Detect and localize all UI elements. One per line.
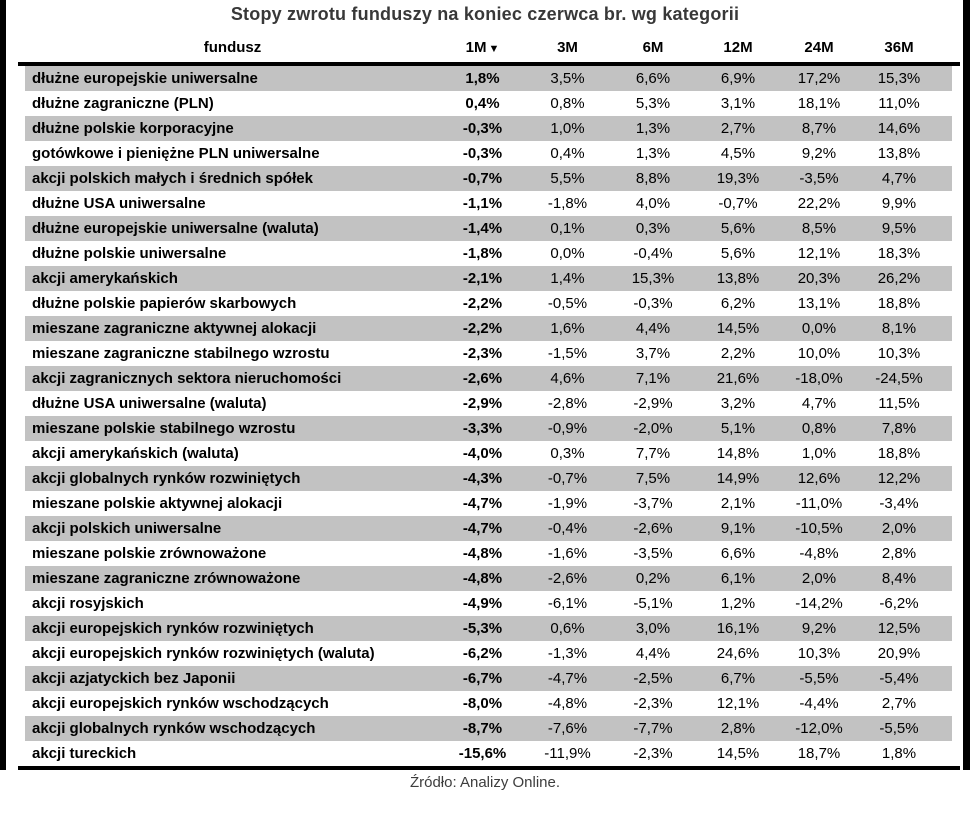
return-value: 20,3% <box>797 270 841 287</box>
return-value: -3,5% <box>633 545 673 562</box>
column-header-1m[interactable] <box>440 39 525 56</box>
return-value: -1,5% <box>547 345 588 362</box>
return-value: -7,7% <box>633 720 673 737</box>
return-value: -1,1% <box>462 195 503 212</box>
return-value: 10,0% <box>797 345 841 362</box>
table-row <box>25 466 952 491</box>
return-value: 8,5% <box>801 220 837 237</box>
return-value: 4,7% <box>881 170 917 187</box>
return-value: -2,3% <box>462 345 503 362</box>
return-value: -3,4% <box>879 495 919 512</box>
table-row <box>25 66 952 91</box>
return-value: 3,5% <box>550 70 585 87</box>
fund-category-name: akcji tureckich <box>32 745 137 762</box>
return-value: 5,3% <box>635 95 671 112</box>
page-title: Stopy zwrotu funduszy na koniec czerwca br. wg kategorii <box>230 4 740 24</box>
return-value: 0,8% <box>550 95 585 112</box>
return-value: 3,2% <box>720 395 756 412</box>
table-row <box>25 91 952 116</box>
column-header-fundusz[interactable] <box>25 39 440 56</box>
return-value: 5,1% <box>720 420 756 437</box>
return-value: -4,7% <box>547 670 588 687</box>
table-row <box>25 541 952 566</box>
return-value: 6,2% <box>720 295 756 312</box>
return-value: 1,6% <box>550 320 585 337</box>
return-value: -2,3% <box>633 745 673 762</box>
return-value: 2,8% <box>720 720 756 737</box>
return-value: 0,6% <box>550 620 585 637</box>
table-body <box>18 66 960 766</box>
table-row <box>25 441 952 466</box>
return-value: -1,8% <box>547 195 588 212</box>
return-value: 3,1% <box>720 95 756 112</box>
fund-category-name: akcji globalnych rynków wschodzących <box>32 720 316 737</box>
return-value: -2,6% <box>633 520 673 537</box>
return-value: -2,9% <box>462 395 503 412</box>
return-value: 26,2% <box>877 270 921 287</box>
return-value: -2,2% <box>462 320 503 337</box>
return-value: 2,7% <box>720 120 756 137</box>
return-value: 4,7% <box>801 395 837 412</box>
column-header-label: 1M <box>465 38 487 56</box>
return-value: -8,7% <box>462 720 503 737</box>
table-row <box>25 666 952 691</box>
return-value: -14,2% <box>795 595 843 612</box>
return-value: 4,5% <box>720 145 756 162</box>
return-value: 1,3% <box>635 145 671 162</box>
return-value: -4,8% <box>462 545 503 562</box>
fund-category-name: akcji europejskich rynków rozwiniętych <box>32 620 314 637</box>
return-value: 13,8% <box>716 270 760 287</box>
fund-category-name: mieszane zagraniczne aktywnej alokacji <box>32 320 317 337</box>
return-value: 1,0% <box>801 445 837 462</box>
return-value: 1,0% <box>550 120 585 137</box>
table-row <box>25 266 952 291</box>
return-value: 13,1% <box>797 295 841 312</box>
return-value: 1,8% <box>881 745 917 762</box>
table-row <box>25 366 952 391</box>
return-value: 14,6% <box>877 120 921 137</box>
fund-category-name: mieszane zagraniczne zrównoważone <box>32 570 301 587</box>
return-value: 2,8% <box>881 545 917 562</box>
table-row <box>25 591 952 616</box>
table-row <box>25 166 952 191</box>
return-value: -6,1% <box>547 595 588 612</box>
table-row <box>25 516 952 541</box>
return-value: 18,1% <box>797 95 841 112</box>
return-value: -11,0% <box>795 495 843 512</box>
table-row <box>25 216 952 241</box>
return-value: 8,8% <box>635 170 671 187</box>
return-value: 8,7% <box>801 120 837 137</box>
return-value: 0,8% <box>801 420 837 437</box>
right-frame-border <box>963 0 970 770</box>
return-value: 10,3% <box>797 645 841 662</box>
table-row <box>25 241 952 266</box>
sort-descending-icon: ▼ <box>488 42 500 55</box>
return-value: 12,1% <box>797 245 841 262</box>
table-row <box>25 116 952 141</box>
return-value: -3,5% <box>799 170 839 187</box>
return-value: 20,9% <box>877 645 921 662</box>
fund-category-name: akcji azjatyckich bez Japonii <box>32 670 236 687</box>
return-value: 9,2% <box>801 145 837 162</box>
table-row <box>25 616 952 641</box>
return-value: 18,3% <box>877 245 921 262</box>
return-value: 6,1% <box>720 570 756 587</box>
table-row <box>25 641 952 666</box>
return-value: -1,4% <box>462 220 503 237</box>
return-value: -4,7% <box>462 495 503 512</box>
return-value: 1,3% <box>635 120 671 137</box>
return-value: -4,8% <box>462 570 503 587</box>
return-value: 7,7% <box>635 445 671 462</box>
return-value: 6,6% <box>720 545 756 562</box>
fund-category-name: dłużne europejskie uniwersalne (waluta) <box>32 220 319 237</box>
return-value: 8,1% <box>881 320 917 337</box>
return-value: 0,4% <box>465 95 500 112</box>
return-value: 21,6% <box>716 370 760 387</box>
return-value: 0,0% <box>550 245 585 262</box>
column-header-3m[interactable]: 3M <box>557 38 578 56</box>
return-value: 18,7% <box>797 745 841 762</box>
return-value: -12,0% <box>795 720 843 737</box>
fund-category-name: akcji globalnych rynków rozwiniętych <box>32 470 301 487</box>
return-value: -0,9% <box>547 420 588 437</box>
table-row <box>25 691 952 716</box>
fund-category-name: akcji amerykańskich <box>32 270 178 287</box>
column-header-label: fundusz <box>203 38 262 56</box>
return-value: 4,4% <box>635 645 671 662</box>
table-row <box>25 491 952 516</box>
column-header-12m[interactable]: 12M <box>723 38 753 56</box>
return-value: -0,3% <box>462 145 503 162</box>
return-value: 12,6% <box>797 470 841 487</box>
return-value: -4,0% <box>462 445 503 462</box>
table-row <box>25 316 952 341</box>
return-value: 9,9% <box>881 195 917 212</box>
return-value: -6,7% <box>462 670 503 687</box>
return-value: -2,6% <box>462 370 503 387</box>
return-value: 16,1% <box>716 620 760 637</box>
fund-category-name: dłużne polskie korporacyjne <box>32 120 234 137</box>
return-value: -0,7% <box>462 170 503 187</box>
source-caption: Źródło: Analizy Online. <box>409 774 561 791</box>
return-value: 1,8% <box>465 70 500 87</box>
return-value: 5,6% <box>720 245 756 262</box>
table-row <box>25 416 952 441</box>
return-value: 24,6% <box>716 645 760 662</box>
return-value: -6,2% <box>879 595 919 612</box>
return-value: -4,9% <box>462 595 503 612</box>
return-value: -0,7% <box>718 195 758 212</box>
fund-category-name: mieszane zagraniczne stabilnego wzrostu <box>32 345 330 362</box>
return-value: 12,2% <box>877 470 921 487</box>
return-value: 0,3% <box>550 445 585 462</box>
fund-category-name: akcji rosyjskich <box>32 595 144 612</box>
return-value: 8,4% <box>881 570 917 587</box>
return-value: 4,0% <box>635 195 671 212</box>
return-value: -2,1% <box>462 270 503 287</box>
return-value: 0,1% <box>550 220 585 237</box>
return-value: 12,1% <box>716 695 760 712</box>
left-frame-border <box>0 0 6 770</box>
return-value: -4,8% <box>799 545 839 562</box>
table-row <box>25 566 952 591</box>
return-value: -0,7% <box>547 470 588 487</box>
return-value: 0,4% <box>550 145 585 162</box>
fund-category-name: dłużne europejskie uniwersalne <box>32 70 258 87</box>
return-value: 14,5% <box>716 320 760 337</box>
return-value: -8,0% <box>462 695 503 712</box>
return-value: -6,2% <box>462 645 503 662</box>
bottom-rule <box>18 766 960 770</box>
fund-category-name: mieszane polskie aktywnej alokacji <box>32 495 283 512</box>
return-value: 3,7% <box>635 345 671 362</box>
return-value: 9,5% <box>881 220 917 237</box>
return-value: 17,2% <box>797 70 841 87</box>
return-value: -0,4% <box>547 520 588 537</box>
return-value: -1,8% <box>462 245 503 262</box>
return-value: 13,8% <box>877 145 921 162</box>
return-value: 14,5% <box>716 745 760 762</box>
return-value: 11,0% <box>878 95 920 112</box>
column-header-36m[interactable]: 36M <box>884 38 914 56</box>
table-row <box>25 291 952 316</box>
return-value: 5,5% <box>550 170 585 187</box>
fund-category-name: dłużne USA uniwersalne (waluta) <box>32 395 267 412</box>
fund-category-name: akcji amerykańskich (waluta) <box>32 445 239 462</box>
return-value: 14,9% <box>716 470 760 487</box>
fund-category-name: mieszane polskie stabilnego wzrostu <box>32 420 296 437</box>
fund-category-name: akcji europejskich rynków rozwiniętych (waluta) <box>32 645 375 662</box>
return-value: -1,3% <box>547 645 588 662</box>
return-value: -4,4% <box>799 695 839 712</box>
return-value: 1,2% <box>720 595 756 612</box>
return-value: 22,2% <box>797 195 841 212</box>
return-value: 12,5% <box>877 620 921 637</box>
return-value: -2,9% <box>633 395 673 412</box>
return-value: -3,3% <box>462 420 503 437</box>
return-value: 6,6% <box>635 70 671 87</box>
return-value: -2,2% <box>462 295 503 312</box>
return-value: 19,3% <box>716 170 760 187</box>
table-row <box>25 716 952 741</box>
table-row <box>25 391 952 416</box>
return-value: -5,4% <box>879 670 919 687</box>
return-value: 4,4% <box>635 320 671 337</box>
return-value: -2,0% <box>633 420 673 437</box>
return-value: -4,8% <box>547 695 588 712</box>
return-value: -1,9% <box>547 495 588 512</box>
fund-category-name: akcji europejskich rynków wschodzących <box>32 695 329 712</box>
return-value: -2,5% <box>633 670 673 687</box>
fund-category-name: akcji polskich małych i średnich spółek <box>32 170 313 187</box>
return-value: -7,6% <box>547 720 588 737</box>
return-value: 18,8% <box>877 295 921 312</box>
return-value: 0,0% <box>801 320 837 337</box>
table-row <box>25 341 952 366</box>
return-value: -4,3% <box>462 470 503 487</box>
return-value: 10,3% <box>877 345 921 362</box>
return-value: -5,3% <box>462 620 503 637</box>
return-value: 14,8% <box>716 445 760 462</box>
return-value: 2,0% <box>801 570 837 587</box>
table-row <box>25 141 952 166</box>
fund-category-name: akcji polskich uniwersalne <box>32 520 222 537</box>
return-value: 1,4% <box>550 270 585 287</box>
return-value: 6,7% <box>720 670 756 687</box>
return-value: -15,6% <box>458 745 507 762</box>
return-value: 15,3% <box>631 270 675 287</box>
return-value: 2,2% <box>720 345 756 362</box>
return-value: -0,3% <box>462 120 503 137</box>
fund-category-name: mieszane polskie zrównoważone <box>32 545 267 562</box>
fund-category-name: akcji zagranicznych sektora nieruchomości <box>32 370 342 387</box>
return-value: 18,8% <box>877 445 921 462</box>
return-value: 7,1% <box>635 370 671 387</box>
table-row <box>25 191 952 216</box>
table-header-row <box>18 32 960 62</box>
return-value: -24,5% <box>875 370 923 387</box>
return-value: -3,7% <box>633 495 673 512</box>
return-value: 2,1% <box>720 495 756 512</box>
return-value: 7,8% <box>881 420 917 437</box>
return-value: -2,3% <box>633 695 673 712</box>
return-value: 15,3% <box>877 70 921 87</box>
return-value: -0,4% <box>633 245 673 262</box>
return-value: 2,0% <box>881 520 917 537</box>
return-value: -2,6% <box>547 570 588 587</box>
return-value: 4,6% <box>550 370 585 387</box>
fund-category-name: dłużne polskie uniwersalne <box>32 245 227 262</box>
column-header-6m[interactable]: 6M <box>642 38 664 56</box>
return-value: -1,6% <box>547 545 588 562</box>
return-value: 2,7% <box>881 695 917 712</box>
return-value: 0,3% <box>635 220 671 237</box>
column-header-24m[interactable]: 24M <box>804 38 834 56</box>
return-value: 9,1% <box>720 520 756 537</box>
return-value: -11,9% <box>544 745 591 762</box>
return-value: -0,5% <box>547 295 588 312</box>
return-value: -18,0% <box>795 370 843 387</box>
return-value: 3,0% <box>635 620 671 637</box>
return-value: -0,3% <box>633 295 673 312</box>
fund-category-name: dłużne polskie papierów skarbowych <box>32 295 297 312</box>
return-value: 9,2% <box>801 620 837 637</box>
table-row <box>25 741 952 766</box>
return-value: -2,8% <box>547 395 588 412</box>
fund-returns-table <box>18 32 960 770</box>
fund-category-name: gotówkowe i pieniężne PLN uniwersalne <box>32 145 320 162</box>
return-value: 7,5% <box>635 470 671 487</box>
return-value: 11,5% <box>878 395 920 412</box>
return-value: -5,5% <box>879 720 919 737</box>
fund-category-name: dłużne zagraniczne (PLN) <box>32 95 214 112</box>
return-value: -5,5% <box>799 670 839 687</box>
return-value: -4,7% <box>462 520 503 537</box>
return-value: -5,1% <box>633 595 673 612</box>
return-value: -10,5% <box>795 520 843 537</box>
return-value: 0,2% <box>635 570 671 587</box>
return-value: 5,6% <box>720 220 756 237</box>
fund-category-name: dłużne USA uniwersalne <box>32 195 206 212</box>
return-value: 6,9% <box>720 70 756 87</box>
